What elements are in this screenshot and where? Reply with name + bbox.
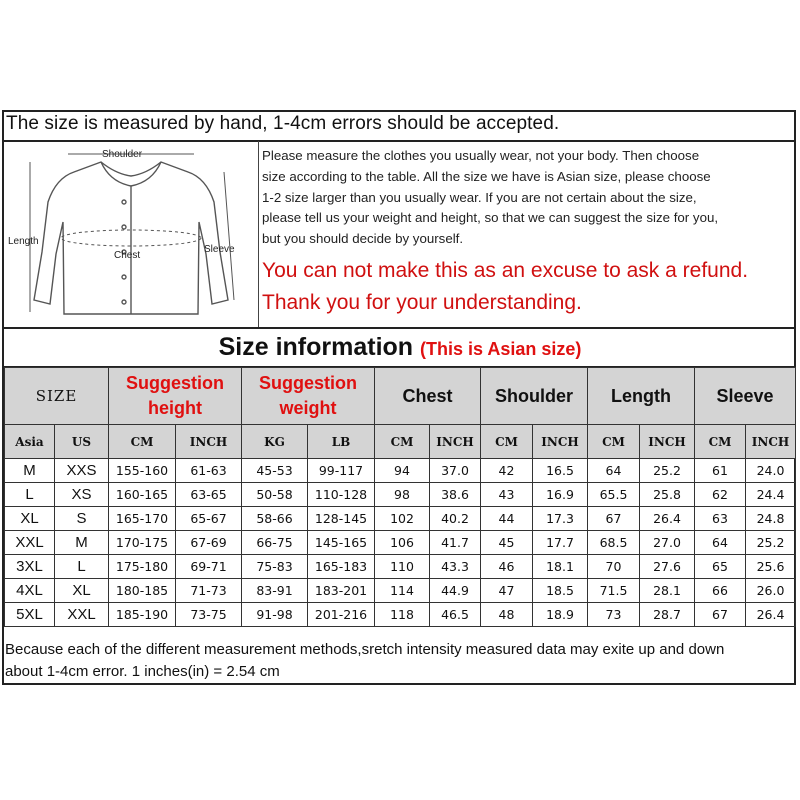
column-header: LB <box>308 425 375 459</box>
table-row <box>5 555 796 579</box>
table-cell: 64 <box>695 531 746 555</box>
table-cell: 61-63 <box>176 459 242 483</box>
guide-line: Please measure the clothes you usually wear, not your body. Then choose <box>262 148 700 163</box>
table-cell: 47 <box>481 579 533 603</box>
table-cell: 91-98 <box>242 603 308 627</box>
table-cell: 25.2 <box>746 531 796 555</box>
table-cell: 24.4 <box>746 483 796 507</box>
table-cell: 16.5 <box>533 459 588 483</box>
table-cell: 155-160 <box>109 459 176 483</box>
guide-line: but you should decide by yourself. <box>262 231 464 247</box>
size-header: SIZE <box>5 368 109 425</box>
table-cell: 43 <box>481 483 533 507</box>
table-cell: 25.2 <box>640 459 695 483</box>
shoulder-label: Shoulder <box>102 149 143 160</box>
table-cell: 41.7 <box>430 531 481 555</box>
table-cell: 26.0 <box>746 579 796 603</box>
header-line: height <box>148 398 202 418</box>
chest-header: Chest <box>375 368 481 425</box>
sleeve-header: Sleeve <box>695 368 796 425</box>
table-cell: 68.5 <box>588 531 640 555</box>
table-cell: 26.4 <box>746 603 796 627</box>
column-header: INCH <box>176 425 242 459</box>
table-cell: XXL <box>55 603 109 627</box>
table-header-row <box>5 368 796 425</box>
table-cell: 45 <box>481 531 533 555</box>
table-cell: S <box>55 507 109 531</box>
table-cell: 40.2 <box>430 507 481 531</box>
table-cell: 102 <box>375 507 430 531</box>
column-header: INCH <box>533 425 588 459</box>
table-cell: 73-75 <box>176 603 242 627</box>
table-cell: 175-180 <box>109 555 176 579</box>
table-cell: 24.0 <box>746 459 796 483</box>
table-cell: 50-58 <box>242 483 308 507</box>
table-cell: 27.0 <box>640 531 695 555</box>
table-cell: 170-175 <box>109 531 176 555</box>
table-cell: XL <box>55 579 109 603</box>
table-cell: 17.3 <box>533 507 588 531</box>
table-cell: 48 <box>481 603 533 627</box>
shirt-icon <box>34 162 228 314</box>
table-cell: 73 <box>588 603 640 627</box>
suggestion-height-header <box>109 368 242 425</box>
column-header: CM <box>375 425 430 459</box>
footer-note <box>5 639 795 683</box>
table-cell: 99-117 <box>308 459 375 483</box>
table-row <box>5 603 796 627</box>
size-title-text: Size information <box>218 333 414 361</box>
table-cell: XXS <box>55 459 109 483</box>
table-cell: 37.0 <box>430 459 481 483</box>
thanks-note: Thank you for your understanding. <box>262 291 582 314</box>
table-cell: 18.1 <box>533 555 588 579</box>
asian-size-note: (This is Asian size) <box>420 339 582 359</box>
table-cell: XS <box>55 483 109 507</box>
table-cell: 183-201 <box>308 579 375 603</box>
table-cell: 4XL <box>5 579 55 603</box>
length-label: Length <box>8 236 39 247</box>
divider <box>2 327 796 329</box>
table-cell: 18.9 <box>533 603 588 627</box>
table-cell: 66-75 <box>242 531 308 555</box>
table-cell: 44.9 <box>430 579 481 603</box>
table-cell: 67 <box>695 603 746 627</box>
table-cell: 17.7 <box>533 531 588 555</box>
sleeve-label: Sleeve <box>204 244 235 255</box>
header-line: Suggestion <box>259 373 357 393</box>
column-header: KG <box>242 425 308 459</box>
table-cell: 18.5 <box>533 579 588 603</box>
table-cell: 67-69 <box>176 531 242 555</box>
column-header: CM <box>695 425 746 459</box>
table-row <box>5 579 796 603</box>
shoulder-header: Shoulder <box>481 368 588 425</box>
table-row <box>5 459 796 483</box>
table-cell: 25.6 <box>746 555 796 579</box>
table-cell: 118 <box>375 603 430 627</box>
table-cell: 110 <box>375 555 430 579</box>
table-row <box>5 531 796 555</box>
footer-line: about 1-4cm error. 1 inches(in) = 2.54 cm <box>5 663 280 680</box>
shirt-measurement-illustration <box>6 142 256 325</box>
guide-line: size according to the table. All the size we have is Asian size, please choose <box>262 168 711 184</box>
table-cell: 42 <box>481 459 533 483</box>
table-cell: 64 <box>588 459 640 483</box>
table-cell: 71-73 <box>176 579 242 603</box>
column-header: INCH <box>640 425 695 459</box>
table-cell: 98 <box>375 483 430 507</box>
table-cell: 63 <box>695 507 746 531</box>
table-cell: 61 <box>695 459 746 483</box>
table-cell: 43.3 <box>430 555 481 579</box>
unit-header-row <box>5 425 796 459</box>
table-cell: XL <box>5 507 55 531</box>
column-header: US <box>55 425 109 459</box>
table-cell: 145-165 <box>308 531 375 555</box>
table-cell: 185-190 <box>109 603 176 627</box>
table-cell: 160-165 <box>109 483 176 507</box>
table-cell: M <box>55 531 109 555</box>
table-cell: 38.6 <box>430 483 481 507</box>
table-cell: 71.5 <box>588 579 640 603</box>
table-row <box>5 507 796 531</box>
table-cell: 45-53 <box>242 459 308 483</box>
header-line: Suggestion <box>126 373 224 393</box>
refund-note: You can not make this as an excuse to ask a refund. <box>262 259 749 282</box>
guide-line: please tell us your weight and height, so that we can suggest the size for you, <box>262 210 719 226</box>
table-cell: 114 <box>375 579 430 603</box>
table-cell: 62 <box>695 483 746 507</box>
table-cell: 66 <box>695 579 746 603</box>
column-header: INCH <box>746 425 796 459</box>
measuring-guide <box>262 146 787 250</box>
table-cell: 165-183 <box>308 555 375 579</box>
size-information-title <box>0 333 800 362</box>
table-cell: 65-67 <box>176 507 242 531</box>
table-cell: 165-170 <box>109 507 176 531</box>
header-line: weight <box>279 398 337 418</box>
length-header: Length <box>588 368 695 425</box>
table-cell: L <box>55 555 109 579</box>
column-header: CM <box>588 425 640 459</box>
column-header: CM <box>481 425 533 459</box>
table-cell: 25.8 <box>640 483 695 507</box>
divider <box>258 141 259 327</box>
table-row <box>5 483 796 507</box>
table-cell: 44 <box>481 507 533 531</box>
guide-line: 1-2 size larger than you usually wear. If you are not certain about the size, <box>262 189 697 205</box>
table-cell: 27.6 <box>640 555 695 579</box>
table-cell: 75-83 <box>242 555 308 579</box>
column-header: CM <box>109 425 176 459</box>
table-cell: 26.4 <box>640 507 695 531</box>
chest-label: Chest <box>114 250 141 261</box>
table-cell: 46 <box>481 555 533 579</box>
table-cell: XXL <box>5 531 55 555</box>
table-cell: 67 <box>588 507 640 531</box>
table-cell: 24.8 <box>746 507 796 531</box>
table-cell: 70 <box>588 555 640 579</box>
table-cell: 110-128 <box>308 483 375 507</box>
suggestion-weight-header <box>242 368 375 425</box>
measurement-note: The size is measured by hand, 1-4cm errors should be accepted. <box>6 113 560 134</box>
table-cell: 5XL <box>5 603 55 627</box>
footer-line: Because each of the different measurement methods,sretch intensity measured data may exite up and down <box>5 641 725 658</box>
table-cell: 3XL <box>5 555 55 579</box>
table-cell: 65 <box>695 555 746 579</box>
table-cell: 201-216 <box>308 603 375 627</box>
table-cell: M <box>5 459 55 483</box>
table-cell: 180-185 <box>109 579 176 603</box>
table-cell: 69-71 <box>176 555 242 579</box>
table-cell: 65.5 <box>588 483 640 507</box>
table-cell: 28.7 <box>640 603 695 627</box>
table-cell: 16.9 <box>533 483 588 507</box>
table-cell: 63-65 <box>176 483 242 507</box>
column-header: Asia <box>5 425 55 459</box>
column-header: INCH <box>430 425 481 459</box>
table-cell: 83-91 <box>242 579 308 603</box>
size-rows <box>5 459 796 627</box>
table-cell: 58-66 <box>242 507 308 531</box>
table-cell: 46.5 <box>430 603 481 627</box>
table-cell: 106 <box>375 531 430 555</box>
size-table <box>4 367 796 627</box>
table-cell: 94 <box>375 459 430 483</box>
table-cell: 128-145 <box>308 507 375 531</box>
table-cell: L <box>5 483 55 507</box>
table-cell: 28.1 <box>640 579 695 603</box>
